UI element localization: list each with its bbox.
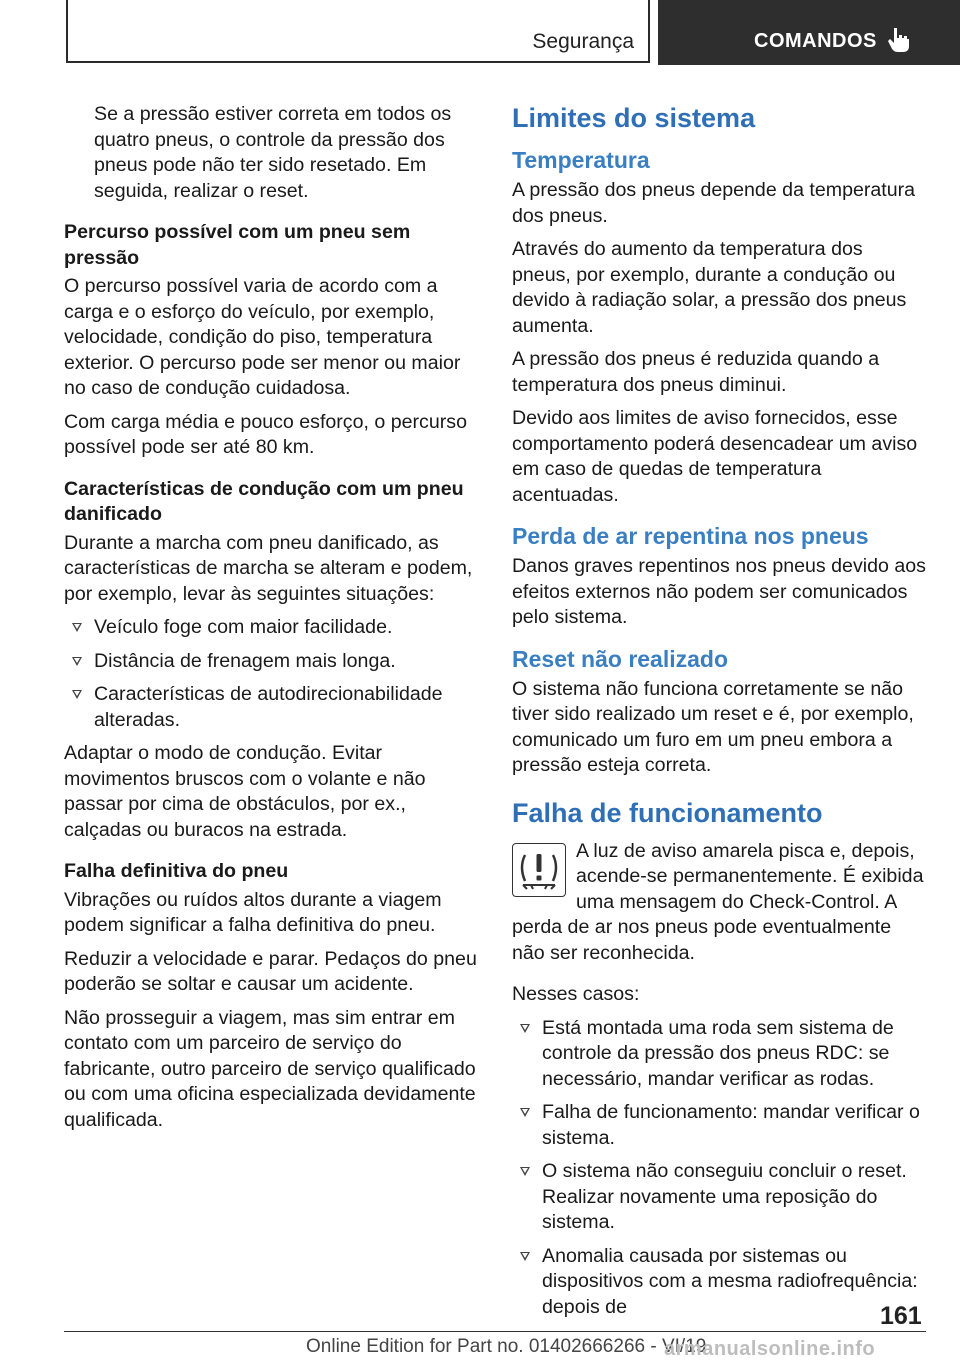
- temperature-paragraph-3: A pressão dos pneus é reduzida quando a temperatura dos pneus diminui.: [512, 348, 880, 396]
- bullet-triangle-icon: [520, 1167, 530, 1176]
- bullet-triangle-icon: [520, 1024, 530, 1033]
- heading-sudden-loss: Perda de ar repentina nos pneus: [512, 523, 869, 549]
- heading-reset: Reset não realizado: [512, 645, 729, 672]
- list-item: Está montada uma roda sem sistema de controle da pressão dos pneus RDC: se necessário, mandar verificar as rodas.: [512, 1016, 926, 1093]
- footer-rule: [64, 1331, 926, 1332]
- sudden-loss-paragraph: Danos graves repentinos nos pneus devido aos efeitos externos não podem ser comunicados pelo sistema.: [512, 555, 926, 628]
- failure-paragraph-2: Reduzir a velocidade e parar. Pedaços do pneu poderão se soltar e causar um acidente.: [64, 947, 477, 995]
- list-item: Falha de funcionamento: mandar verificar o sistema.: [512, 1100, 926, 1151]
- bullet-triangle-icon: [520, 1108, 530, 1117]
- heading-malfunction: Falha de funcionamento: [512, 797, 823, 828]
- header-section: [66, 0, 650, 63]
- driving-paragraph-1: Durante a marcha com pneu danificado, as características de marcha se alteram e podem, por exemplo, levar às seguintes situações:: [64, 531, 473, 605]
- watermark: armanualsonline.info: [664, 1338, 876, 1360]
- heading-driving: Características de condução com um pneu danificado: [64, 477, 464, 525]
- malfunction-block: [512, 839, 926, 967]
- chapter-tab: [658, 0, 960, 65]
- reset-paragraph: O sistema não funciona corretamente se não tiver sido realizado um reset e é, por exemplo, comunicado um furo em um pneu embora a pressão esteja correta.: [512, 677, 914, 776]
- section-title: Segurança: [532, 30, 634, 53]
- heading-system-limits: Limites do sistema: [512, 103, 756, 133]
- bullet-triangle-icon: [72, 690, 82, 699]
- heading-temperature: Temperatura: [512, 147, 650, 173]
- bullet-triangle-icon: [520, 1252, 530, 1261]
- page-number: 161: [880, 1302, 922, 1330]
- intro-note: Se a pressão estiver correta em todos os quatro pneus, o controle da pressão dos pneus pode não ter sido resetado. Em seguida, realizar o reset.: [94, 103, 452, 202]
- cases-list: [512, 1016, 926, 1321]
- driving-paragraph-2: Adaptar o modo de condução. Evitar movimentos bruscos com o volante e não passar por cima de obstáculos, por ex., calçadas ou buracos na estrada.: [64, 742, 426, 841]
- failure-paragraph-1: Vibrações ou ruídos altos durante a viagem podem significar a falha definitiva do pneu.: [64, 888, 442, 936]
- chapter-tab-label: COMANDOS: [754, 30, 877, 52]
- bullet-triangle-icon: [72, 657, 82, 666]
- list-item: Anomalia causada por sistemas ou dispositivos com a mesma radiofrequência: depois de: [512, 1244, 926, 1321]
- malfunction-paragraph: A luz de aviso amarela pisca e, depois, acende-se permanentemente. É exibida uma mensagem do Check-Control. A perda de ar nos pneus pode eventualmente não ser reconhecida.: [512, 839, 924, 964]
- right-column: [512, 102, 926, 1328]
- list-item: Características de autodirecionabilidade alteradas.: [64, 682, 479, 733]
- list-item: O sistema não conseguiu concluir o reset. Realizar novamente uma reposição do sistema.: [512, 1159, 926, 1236]
- bullet-triangle-icon: [72, 623, 82, 632]
- range-paragraph-2: Com carga média e pouco esforço, o percurso possível pode ser até 80 km.: [64, 410, 467, 458]
- heading-failure: Falha definitiva do pneu: [64, 860, 289, 882]
- temperature-paragraph-4: Devido aos limites de aviso fornecidos, esse comportamento poderá desencadear um aviso em caso de quedas de temperatura acentuadas.: [512, 407, 918, 506]
- range-paragraph-1: O percurso possível varia de acordo com a carga e o esforço do veículo, por exemplo, velocidade, condição do piso, temperatura exterior. O percurso pode ser menor ou maior no caso de condução cuidadosa.: [64, 275, 461, 399]
- tire-pressure-warning-icon: [512, 843, 566, 897]
- driving-list: [64, 615, 479, 733]
- list-item: Distância de frenagem mais longa.: [64, 649, 479, 675]
- temperature-paragraph-1: A pressão dos pneus depende da temperatura dos pneus.: [512, 179, 916, 227]
- edition-text: Online Edition for Part no. 01402666266 - VI/19: [306, 1336, 707, 1357]
- pointing-hand-icon: [886, 26, 912, 54]
- failure-paragraph-3: Não prosseguir a viagem, mas sim entrar em contato com um parceiro de serviço do fabricante, outro parceiro de serviço qualificado ou com uma oficina especializada devidamente qualificada.: [64, 1006, 476, 1131]
- cases-intro: Nesses casos:: [512, 983, 640, 1005]
- left-column: [64, 102, 479, 1141]
- temperature-paragraph-2: Através do aumento da temperatura dos pneus, por exemplo, durante a condução ou devido à radiação solar, a pressão dos pneus aumenta.: [512, 238, 907, 337]
- heading-range: Percurso possível com um pneu sem pressão: [64, 221, 411, 269]
- list-item: Veículo foge com maior facilidade.: [64, 615, 479, 641]
